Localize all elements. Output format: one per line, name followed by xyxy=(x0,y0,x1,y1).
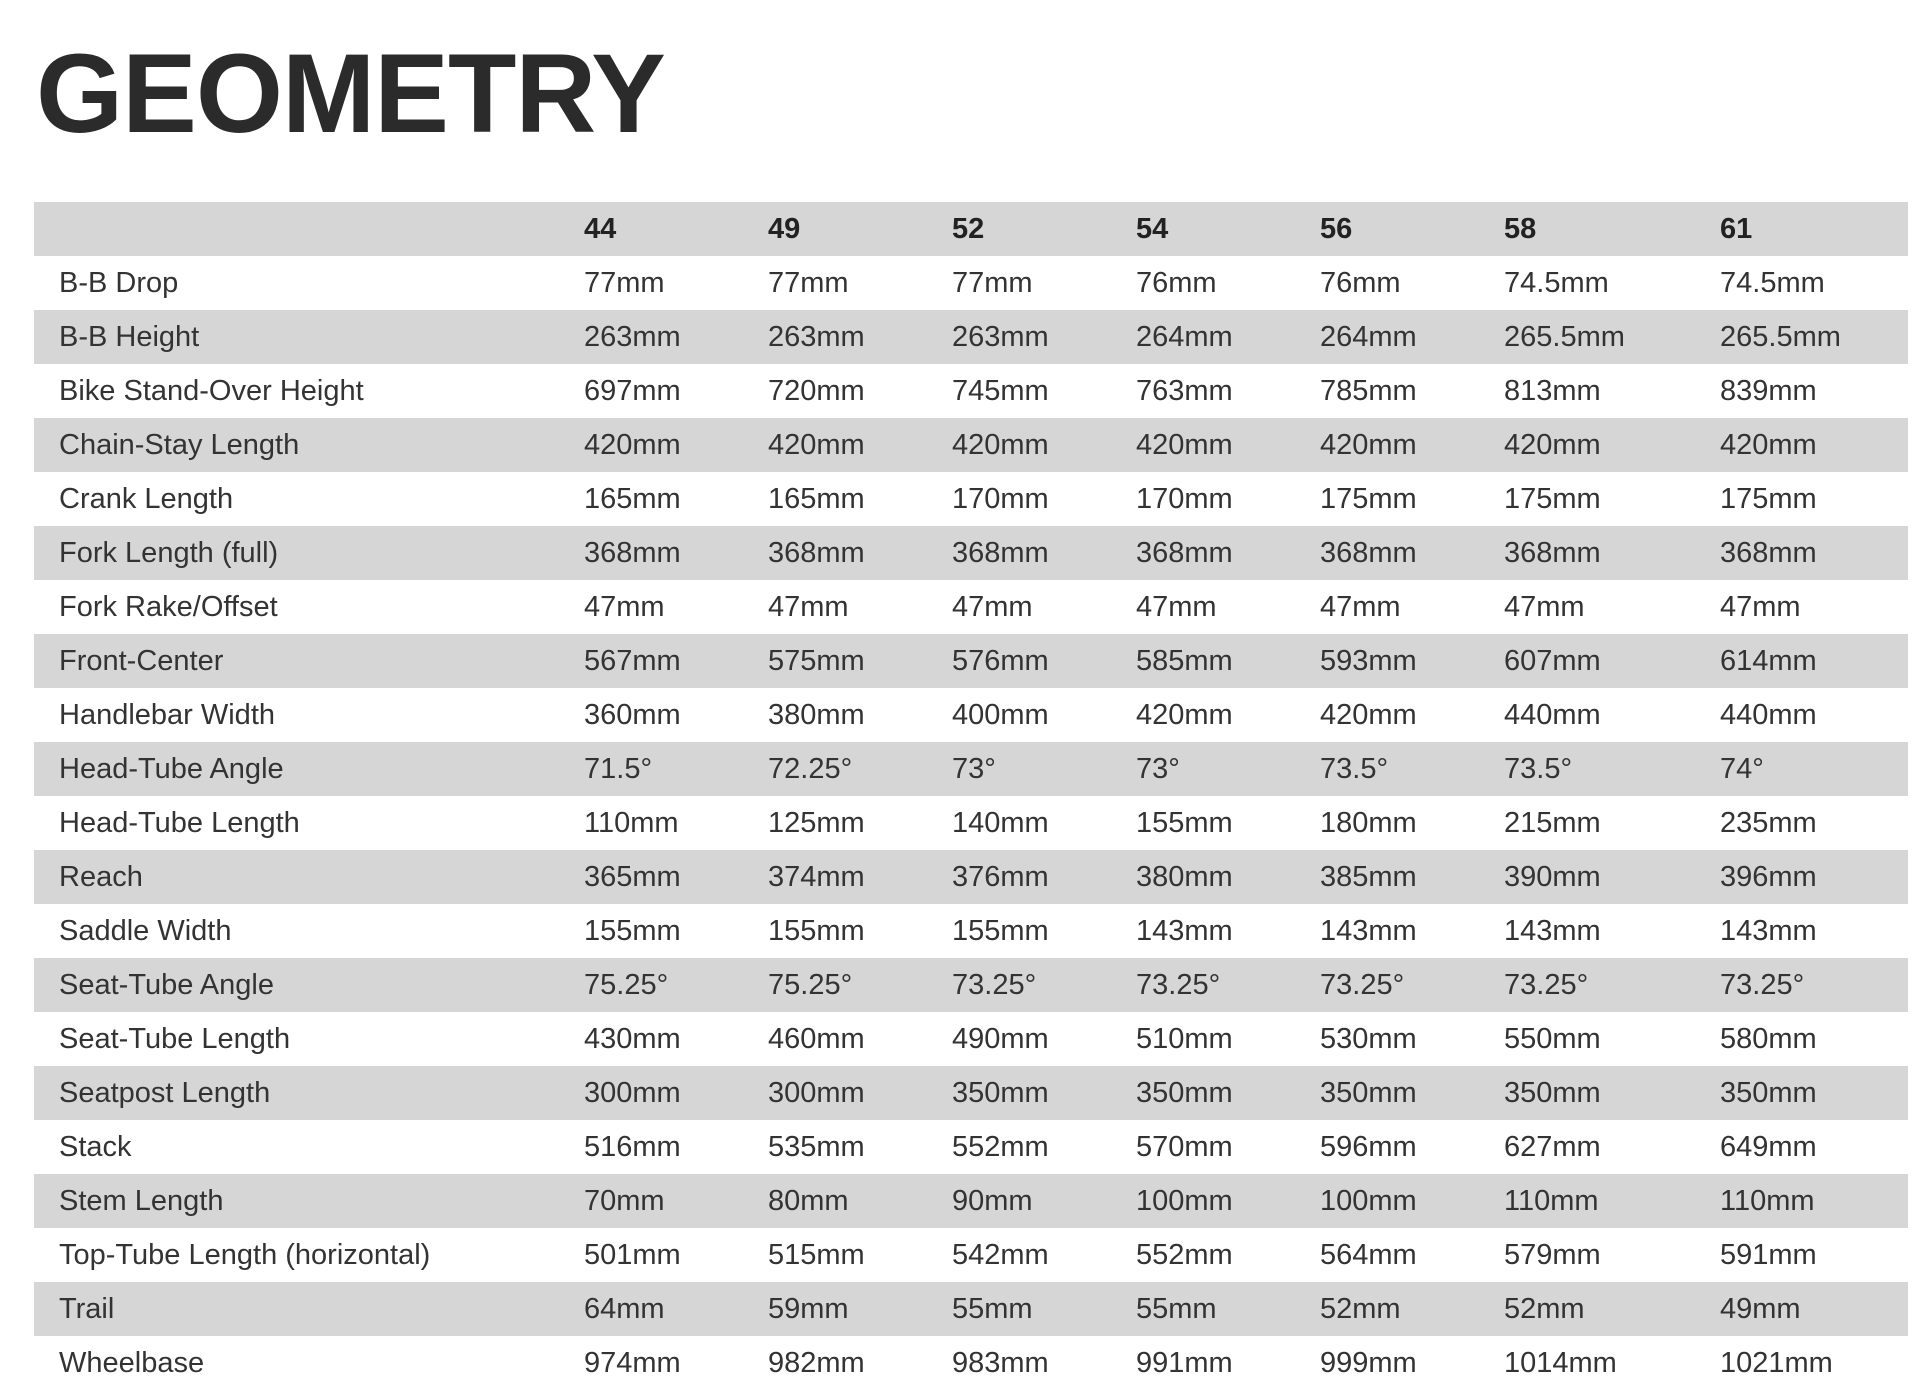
table-cell: 73.25° xyxy=(1320,968,1405,1001)
table-cell: 420mm xyxy=(1136,698,1233,731)
row-label: Fork Rake/Offset xyxy=(59,590,278,623)
table-cell: 175mm xyxy=(1504,482,1601,515)
row-label: B-B Height xyxy=(59,320,200,353)
row-label: Head-Tube Angle xyxy=(59,752,284,785)
table-cell: 368mm xyxy=(1720,536,1817,569)
table-cell: 155mm xyxy=(584,914,681,947)
table-cell: 47mm xyxy=(1136,590,1217,623)
geometry-table xyxy=(34,202,1908,1390)
table-cell: 1014mm xyxy=(1504,1346,1617,1379)
table-cell: 215mm xyxy=(1504,806,1601,839)
table-row xyxy=(34,688,1908,742)
table-cell: 350mm xyxy=(1320,1076,1417,1109)
table-cell: 593mm xyxy=(1320,644,1417,677)
table-cell: 265.5mm xyxy=(1504,320,1625,353)
table-cell: 420mm xyxy=(768,428,865,461)
table-cell: 579mm xyxy=(1504,1238,1601,1271)
table-row xyxy=(34,1282,1908,1336)
table-cell: 368mm xyxy=(952,536,1049,569)
table-cell: 516mm xyxy=(584,1130,681,1163)
table-cell: 376mm xyxy=(952,860,1049,893)
table-cell: 55mm xyxy=(1136,1292,1217,1325)
size-header-56: 56 xyxy=(1320,212,1353,245)
table-cell: 697mm xyxy=(584,374,681,407)
table-cell: 552mm xyxy=(1136,1238,1233,1271)
row-label: Front-Center xyxy=(59,644,224,677)
table-cell: 550mm xyxy=(1504,1022,1601,1055)
table-row xyxy=(34,1336,1908,1390)
table-cell: 360mm xyxy=(584,698,681,731)
row-label: Trail xyxy=(59,1292,115,1325)
table-cell: 460mm xyxy=(768,1022,865,1055)
row-label: Top-Tube Length (horizontal) xyxy=(59,1238,431,1271)
size-header-54: 54 xyxy=(1136,212,1169,245)
table-cell: 813mm xyxy=(1504,374,1601,407)
row-label: Bike Stand-Over Height xyxy=(59,374,364,407)
table-cell: 73.5° xyxy=(1504,752,1573,785)
table-cell: 143mm xyxy=(1720,914,1817,947)
table-cell: 570mm xyxy=(1136,1130,1233,1163)
table-cell: 100mm xyxy=(1320,1184,1417,1217)
table-cell: 763mm xyxy=(1136,374,1233,407)
table-row xyxy=(34,796,1908,850)
table-cell: 510mm xyxy=(1136,1022,1233,1055)
table-cell: 77mm xyxy=(768,266,849,299)
table-cell: 73.25° xyxy=(1136,968,1221,1001)
table-cell: 180mm xyxy=(1320,806,1417,839)
table-cell: 71.5° xyxy=(584,752,653,785)
table-cell: 77mm xyxy=(952,266,1033,299)
table-row xyxy=(34,850,1908,904)
table-row xyxy=(34,742,1908,796)
table-cell: 374mm xyxy=(768,860,865,893)
size-header-61: 61 xyxy=(1720,212,1753,245)
table-cell: 501mm xyxy=(584,1238,681,1271)
table-cell: 55mm xyxy=(952,1292,1033,1325)
table-cell: 596mm xyxy=(1320,1130,1417,1163)
table-cell: 73.25° xyxy=(952,968,1037,1001)
table-cell: 490mm xyxy=(952,1022,1049,1055)
table-row xyxy=(34,580,1908,634)
table-row xyxy=(34,1120,1908,1174)
table-cell: 73.25° xyxy=(1504,968,1589,1001)
table-row xyxy=(34,472,1908,526)
table-cell: 396mm xyxy=(1720,860,1817,893)
table-cell: 649mm xyxy=(1720,1130,1817,1163)
table-cell: 542mm xyxy=(952,1238,1049,1271)
table-cell: 155mm xyxy=(952,914,1049,947)
row-label: Seat-Tube Length xyxy=(59,1022,291,1055)
table-cell: 576mm xyxy=(952,644,1049,677)
table-cell: 974mm xyxy=(584,1346,681,1379)
header-label-cell xyxy=(34,202,584,256)
row-label: Fork Length (full) xyxy=(59,536,279,569)
table-cell: 73° xyxy=(1136,752,1180,785)
table-cell: 165mm xyxy=(768,482,865,515)
page-title: GEOMETRY xyxy=(36,31,665,156)
table-cell: 47mm xyxy=(1720,590,1801,623)
table-cell: 530mm xyxy=(1320,1022,1417,1055)
table-cell: 350mm xyxy=(1136,1076,1233,1109)
table-cell: 380mm xyxy=(768,698,865,731)
table-row xyxy=(34,958,1908,1012)
table-cell: 47mm xyxy=(952,590,1033,623)
size-header-52: 52 xyxy=(952,212,985,245)
size-header-58: 58 xyxy=(1504,212,1537,245)
table-cell: 552mm xyxy=(952,1130,1049,1163)
table-cell: 170mm xyxy=(952,482,1049,515)
table-cell: 420mm xyxy=(1320,698,1417,731)
table-cell: 999mm xyxy=(1320,1346,1417,1379)
table-cell: 235mm xyxy=(1720,806,1817,839)
row-label: Saddle Width xyxy=(59,914,232,947)
table-cell: 368mm xyxy=(1320,536,1417,569)
table-cell: 785mm xyxy=(1320,374,1417,407)
row-label: Stack xyxy=(59,1130,132,1163)
table-cell: 591mm xyxy=(1720,1238,1817,1271)
table-cell: 49mm xyxy=(1720,1292,1801,1325)
table-cell: 420mm xyxy=(1320,428,1417,461)
table-cell: 80mm xyxy=(768,1184,849,1217)
table-row xyxy=(34,1066,1908,1120)
size-header-49: 49 xyxy=(768,212,801,245)
table-cell: 110mm xyxy=(584,806,679,839)
row-label: Wheelbase xyxy=(59,1346,205,1379)
table-cell: 100mm xyxy=(1136,1184,1233,1217)
row-label: Seatpost Length xyxy=(59,1076,271,1109)
table-cell: 385mm xyxy=(1320,860,1417,893)
table-cell: 420mm xyxy=(584,428,681,461)
table-cell: 420mm xyxy=(952,428,1049,461)
table-cell: 74.5mm xyxy=(1504,266,1609,299)
table-row xyxy=(34,1174,1908,1228)
table-row xyxy=(34,526,1908,580)
table-cell: 839mm xyxy=(1720,374,1817,407)
table-cell: 745mm xyxy=(952,374,1049,407)
table-cell: 264mm xyxy=(1320,320,1417,353)
table-cell: 143mm xyxy=(1504,914,1601,947)
row-label: Chain-Stay Length xyxy=(59,428,300,461)
table-cell: 991mm xyxy=(1136,1346,1233,1379)
table-cell: 47mm xyxy=(1504,590,1585,623)
table-cell: 400mm xyxy=(952,698,1049,731)
table-cell: 73° xyxy=(952,752,996,785)
row-label: B-B Drop xyxy=(59,266,179,299)
table-cell: 365mm xyxy=(584,860,681,893)
table-cell: 263mm xyxy=(768,320,865,353)
table-cell: 368mm xyxy=(768,536,865,569)
table-cell: 64mm xyxy=(584,1292,665,1325)
table-cell: 575mm xyxy=(768,644,865,677)
table-cell: 73.25° xyxy=(1720,968,1805,1001)
table-cell: 580mm xyxy=(1720,1022,1817,1055)
table-cell: 440mm xyxy=(1504,698,1601,731)
table-row xyxy=(34,310,1908,364)
table-cell: 47mm xyxy=(768,590,849,623)
row-label: Crank Length xyxy=(59,482,234,515)
table-cell: 607mm xyxy=(1504,644,1601,677)
table-cell: 143mm xyxy=(1320,914,1417,947)
table-cell: 76mm xyxy=(1320,266,1401,299)
table-cell: 110mm xyxy=(1504,1184,1599,1217)
table-cell: 75.25° xyxy=(584,968,669,1001)
table-cell: 720mm xyxy=(768,374,865,407)
table-cell: 614mm xyxy=(1720,644,1817,677)
table-cell: 155mm xyxy=(1136,806,1233,839)
table-cell: 350mm xyxy=(1720,1076,1817,1109)
table-cell: 74.5mm xyxy=(1720,266,1825,299)
size-header-44: 44 xyxy=(584,212,617,245)
table-cell: 263mm xyxy=(584,320,681,353)
table-cell: 77mm xyxy=(584,266,665,299)
table-cell: 155mm xyxy=(768,914,865,947)
table-cell: 368mm xyxy=(1504,536,1601,569)
table-cell: 300mm xyxy=(768,1076,865,1109)
table-cell: 47mm xyxy=(584,590,665,623)
table-cell: 535mm xyxy=(768,1130,865,1163)
table-row xyxy=(34,256,1908,310)
table-cell: 350mm xyxy=(1504,1076,1601,1109)
table-cell: 170mm xyxy=(1136,482,1233,515)
table-cell: 263mm xyxy=(952,320,1049,353)
table-cell: 420mm xyxy=(1504,428,1601,461)
table-cell: 165mm xyxy=(584,482,681,515)
row-label: Reach xyxy=(59,860,143,893)
table-cell: 585mm xyxy=(1136,644,1233,677)
table-header-row xyxy=(34,202,1908,256)
table-cell: 72.25° xyxy=(768,752,853,785)
table-cell: 380mm xyxy=(1136,860,1233,893)
table-cell: 982mm xyxy=(768,1346,865,1379)
table-row xyxy=(34,418,1908,472)
table-cell: 430mm xyxy=(584,1022,681,1055)
row-label: Seat-Tube Angle xyxy=(59,968,274,1001)
table-cell: 175mm xyxy=(1320,482,1417,515)
table-cell: 420mm xyxy=(1136,428,1233,461)
table-cell: 73.5° xyxy=(1320,752,1389,785)
table-row xyxy=(34,1228,1908,1282)
table-cell: 125mm xyxy=(768,806,865,839)
table-cell: 70mm xyxy=(584,1184,665,1217)
table-cell: 59mm xyxy=(768,1292,849,1325)
table-cell: 300mm xyxy=(584,1076,681,1109)
table-cell: 350mm xyxy=(952,1076,1049,1109)
table-row xyxy=(34,1012,1908,1066)
table-cell: 420mm xyxy=(1720,428,1817,461)
table-cell: 564mm xyxy=(1320,1238,1417,1271)
table-cell: 74° xyxy=(1720,752,1764,785)
table-row xyxy=(34,904,1908,958)
row-label: Handlebar Width xyxy=(59,698,275,731)
table-cell: 175mm xyxy=(1720,482,1817,515)
table-cell: 52mm xyxy=(1320,1292,1401,1325)
table-cell: 440mm xyxy=(1720,698,1817,731)
table-cell: 76mm xyxy=(1136,266,1217,299)
table-cell: 264mm xyxy=(1136,320,1233,353)
table-cell: 140mm xyxy=(952,806,1049,839)
table-cell: 1021mm xyxy=(1720,1346,1833,1379)
table-row xyxy=(34,634,1908,688)
table-row xyxy=(34,364,1908,418)
geometry-table-body xyxy=(34,256,1908,1390)
table-cell: 368mm xyxy=(1136,536,1233,569)
table-cell: 143mm xyxy=(1136,914,1233,947)
table-cell: 47mm xyxy=(1320,590,1401,623)
table-cell: 515mm xyxy=(768,1238,865,1271)
table-cell: 90mm xyxy=(952,1184,1033,1217)
table-cell: 265.5mm xyxy=(1720,320,1841,353)
row-label: Head-Tube Length xyxy=(59,806,300,839)
table-cell: 52mm xyxy=(1504,1292,1585,1325)
table-cell: 368mm xyxy=(584,536,681,569)
table-cell: 75.25° xyxy=(768,968,853,1001)
table-cell: 627mm xyxy=(1504,1130,1601,1163)
table-cell: 390mm xyxy=(1504,860,1601,893)
table-cell: 567mm xyxy=(584,644,681,677)
table-cell: 983mm xyxy=(952,1346,1049,1379)
table-cell: 110mm xyxy=(1720,1184,1815,1217)
row-label: Stem Length xyxy=(59,1184,224,1217)
